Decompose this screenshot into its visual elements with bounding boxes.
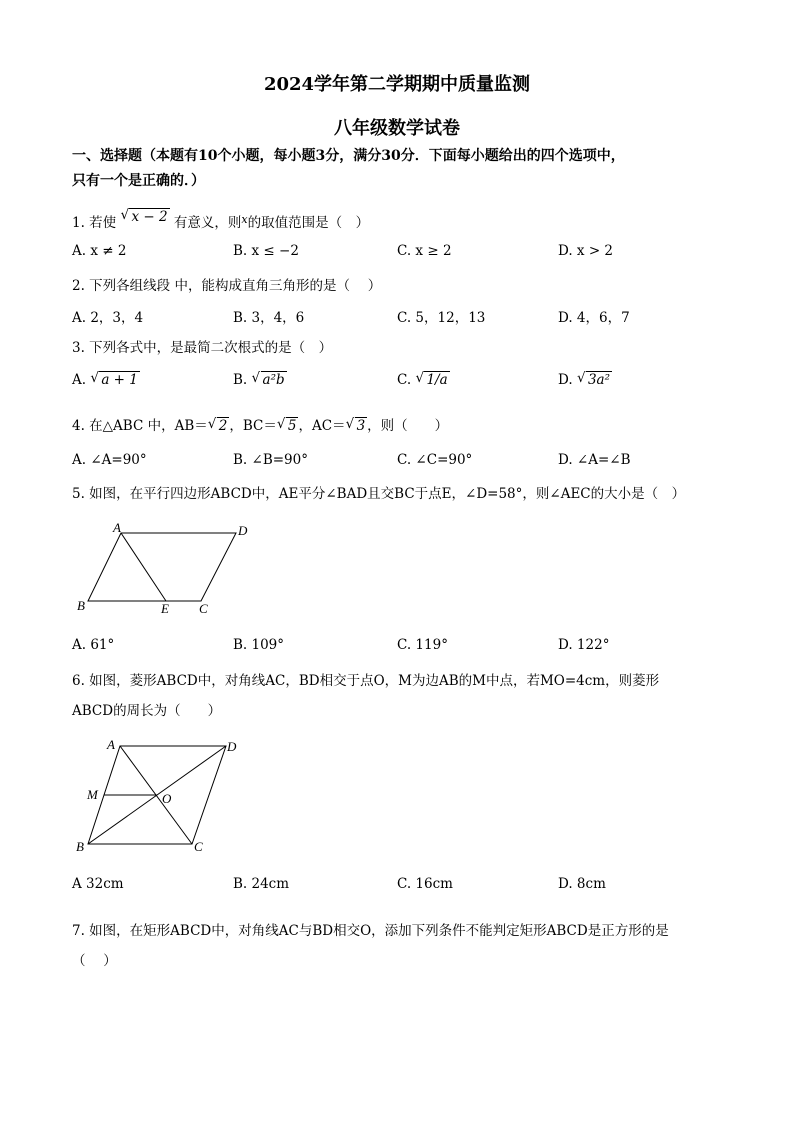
q3-option-b-label: B.	[233, 372, 248, 388]
q5-parallelogram-figure	[70, 515, 270, 620]
q5-label-d: D	[238, 523, 248, 538]
section-heading-line2: 只有一个是正确的．）	[72, 173, 205, 189]
q3-option-c	[397, 372, 450, 388]
q3-option-a-label: A.	[72, 372, 87, 388]
q6-label-c: C	[194, 839, 203, 854]
q4-prefix: 4. 在△ABC 中，AB＝	[72, 418, 208, 434]
q5-option-c: C. 119°	[397, 637, 448, 653]
q1-mid: 有意义，则	[173, 215, 242, 231]
exam-title: 2024学年第二学期期中质量监测	[263, 74, 531, 95]
q4-ab-value: 2	[218, 418, 228, 434]
q3-option-b-sqrt	[252, 372, 287, 388]
q3-radicand-a: a + 1	[101, 372, 138, 388]
q4-option-b: B. ∠B=90°	[233, 452, 308, 468]
q5-segment-ae	[121, 533, 166, 601]
q3-option-d	[558, 372, 612, 388]
q3-option-c-sqrt	[415, 372, 449, 388]
q6-label-d: D	[227, 739, 237, 754]
q6-option-c: C. 16cm	[397, 876, 453, 892]
q4-suffix: ，则（ ）	[367, 418, 449, 434]
q2-option-c: C. 5，12，13	[397, 310, 486, 326]
q4-option-d: D. ∠A=∠B	[558, 452, 631, 468]
q2-option-d: D. 4，6，7	[558, 310, 630, 326]
question-6-line-1: 6. 如图，菱形ABCD中，对角线AC，BD相交于点O，M为边AB的M中点，若MO=4cm，则菱形	[72, 673, 660, 689]
q4-sqrt-bc	[277, 418, 299, 434]
section-heading-line1: 一、选择题（本题有10个小题，每小题3分，满分30分．下面每小题给出的四个选项中，	[72, 148, 625, 164]
exam-subtitle: 八年级数学试卷	[334, 118, 460, 139]
q4-mid2: ，AC＝	[298, 418, 346, 434]
question-1	[72, 211, 732, 231]
q6-label-o: O	[162, 791, 172, 806]
q1-var: x	[241, 213, 248, 226]
question-7-line-1: 7. 如图，在矩形ABCD中，对角线AC与BD相交O，添加下列条件不能判定矩形ABCD是正方形的是	[72, 923, 669, 939]
q1-sqrt-expression	[120, 209, 169, 225]
q1-option-b: B. x ≤ −2	[233, 243, 299, 259]
q1-radicand: x − 2	[131, 209, 168, 225]
question-6-line-2: ABCD的周长为（ ）	[72, 703, 222, 719]
q6-rhombus-figure	[70, 733, 260, 858]
q4-ac-value: 3	[356, 418, 366, 434]
q6-option-a: A 32cm	[72, 876, 124, 892]
q6-option-b: B. 24cm	[233, 876, 290, 892]
q2-option-a: A. 2，3，4	[72, 310, 144, 326]
q4-option-a: A. ∠A=90°	[72, 452, 147, 468]
q5-option-b: B. 109°	[233, 637, 285, 653]
q1-prefix: 1. 若使	[72, 215, 117, 231]
q3-radicand-b: a²b	[262, 372, 285, 388]
q6-label-a: A	[107, 737, 115, 752]
q6-label-m: M	[87, 787, 98, 802]
q1-option-c: C. x ≥ 2	[397, 243, 452, 259]
q4-option-c: C. ∠C=90°	[397, 452, 473, 468]
q1-option-a: A. x ≠ 2	[72, 243, 127, 259]
section-heading	[72, 144, 732, 194]
q5-option-a: A. 61°	[72, 637, 115, 653]
q1-option-d: D. x > 2	[558, 243, 614, 259]
q5-label-e: E	[161, 601, 169, 616]
q1-suffix: 的取值范围是（ ）	[247, 215, 370, 231]
q4-sqrt-ac	[346, 418, 368, 434]
question-5: 5. 如图，在平行四边形ABCD中，AE平分∠BAD且交BC于点E，∠D=58°，则∠AEC的大小是（ ）	[72, 486, 686, 502]
q5-label-c: C	[199, 601, 208, 616]
q3-option-a	[72, 372, 140, 388]
question-7-line-2: （ ）	[72, 953, 117, 969]
q5-option-d: D. 122°	[558, 637, 610, 653]
q5-label-b: B	[77, 598, 85, 613]
q5-parallelogram	[88, 533, 236, 601]
question-2: 2. 下列各组线段 中，能构成直角三角形的是（ ）	[72, 278, 382, 294]
q4-mid1: ，BC＝	[229, 418, 277, 434]
q4-bc-value: 5	[287, 418, 297, 434]
q3-radicand-d: 3a²	[587, 372, 610, 388]
question-4	[72, 414, 732, 434]
q4-sqrt-ab	[208, 418, 230, 434]
q3-option-b	[233, 372, 287, 388]
q5-label-a: A	[113, 520, 121, 535]
q3-option-c-label: C.	[397, 372, 412, 388]
question-3: 3. 下列各式中，是最简二次根式的是（ ）	[72, 340, 333, 356]
q2-option-b: B. 3，4，6	[233, 310, 305, 326]
q3-option-d-sqrt	[577, 372, 612, 388]
q6-label-b: B	[76, 839, 84, 854]
q3-option-d-label: D.	[558, 372, 573, 388]
q3-radicand-c: 1/a	[426, 372, 448, 388]
q3-option-a-sqrt	[90, 372, 140, 388]
q6-option-d: D. 8cm	[558, 876, 606, 892]
